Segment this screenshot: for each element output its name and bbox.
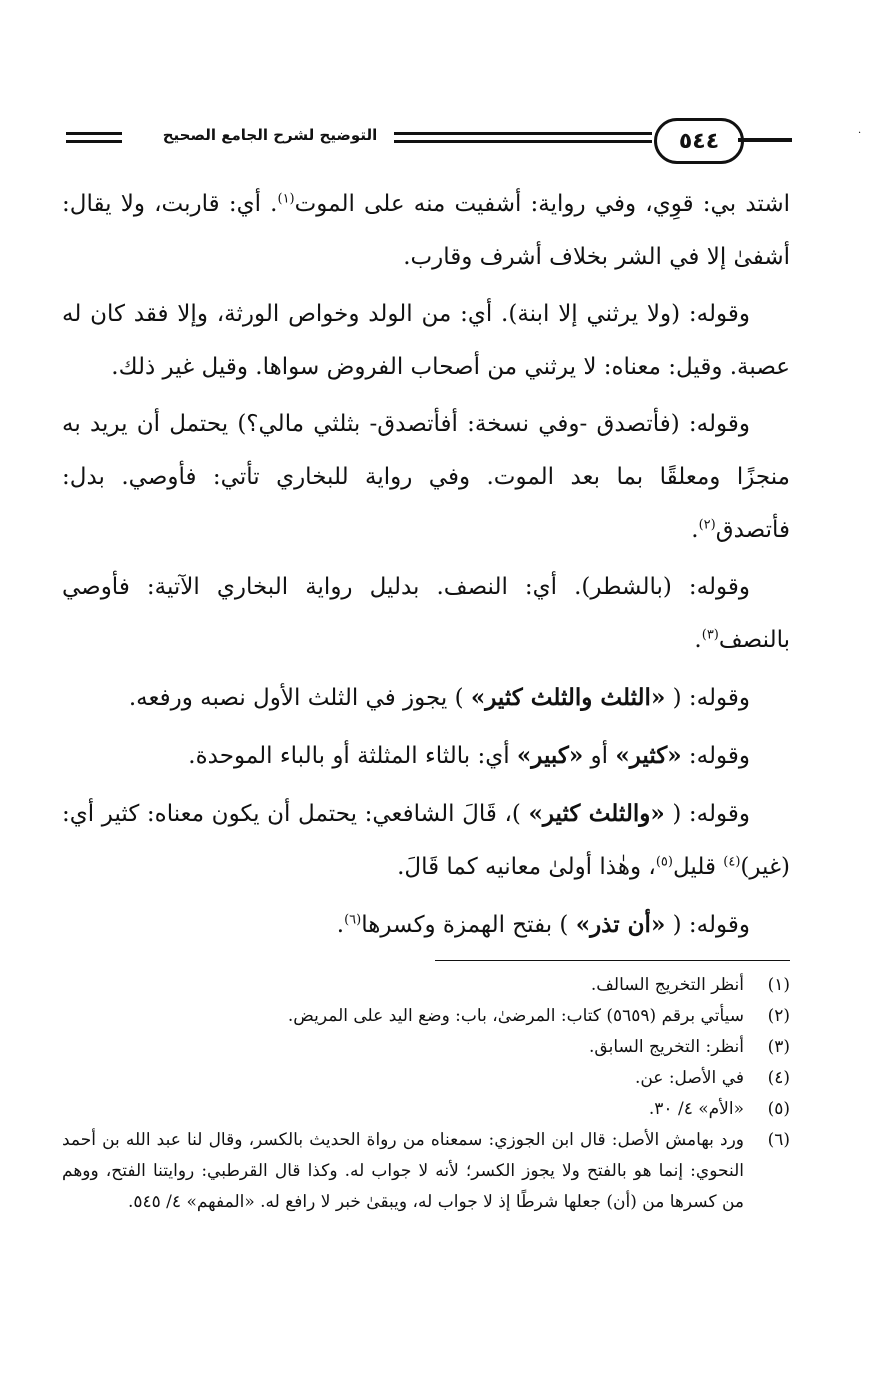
text-run: )، قَالَ الشافعي: يحتمل أن يكون معناه: كثير أي: (غير) — [62, 801, 790, 880]
footnote-ref: (٢) — [698, 517, 716, 533]
margin-dot: · — [858, 128, 862, 139]
text-run: . — [336, 912, 345, 938]
footnote — [62, 1094, 790, 1125]
paragraph: وقوله: (ولا يرثني إلا ابنة). أي: من الولد وخواص الورثة، وإلا فقد كان له عصبة. وقيل: معناه: لا يرثني من أصحاب الفروض سواها. وقيل غير ذلك. — [62, 301, 790, 380]
text-run: وقوله: — [681, 743, 750, 769]
text-run: ) بفتح الهمزة وكسرها — [361, 912, 576, 938]
footnote-number: (٥) — [767, 1099, 790, 1119]
footnote-text: ورد بهامش الأصل: قال ابن الجوزي: سمعناه من رواة الحديث بالكسر، وقال لنا عبد الله بن أحمد النحوي: إنما هو بالفتح ولا يجوز الكسر؛ لأنه لا جواب له. وكذا قال القرطبي: روايتنا الفتح، ووهم من كسرها من (أن) جعلها شرطًا إذ لا جواب له، ويبقىٰ خبر لا رافع له. «المفهم» ٤/ ٥٤٥. — [62, 1130, 744, 1212]
footnote-number: (١) — [767, 975, 790, 995]
badge-tail-rule — [738, 138, 792, 142]
footnotes — [62, 970, 790, 1218]
footnote-text: «الأم» ٤/ ٣٠. — [648, 1099, 744, 1119]
footnote-ref: (٣) — [701, 627, 719, 643]
running-title: التوضيح لشرح الجامع الصحيح — [162, 126, 378, 144]
text-run: ) يجوز في الثلث الأول نصبه ورفعه. — [128, 685, 471, 711]
footnote — [62, 1125, 790, 1218]
footnote-number: (٣) — [767, 1037, 790, 1057]
footnote — [62, 970, 790, 1001]
footnote-text: في الأصل: عن. — [634, 1068, 744, 1088]
footnote-text: أنظر التخريج السالف. — [590, 975, 744, 995]
paragraph — [62, 787, 790, 894]
text-run: أو — [583, 743, 616, 769]
footnote-ref: (١) — [277, 191, 295, 207]
paragraph — [62, 561, 790, 667]
running-header — [66, 118, 790, 166]
footnote-text: سيأتي برقم (٥٦٥٩) كتاب: المرضىٰ، باب: وضع اليد على المريض. — [287, 1006, 744, 1026]
footnote-number: (٢) — [767, 1006, 790, 1026]
quoted-hadith: «الثلث والثلث كثير» — [470, 684, 666, 711]
footnote — [62, 1032, 790, 1063]
text-run: وقوله: ( — [665, 685, 750, 711]
text-run: أي: بالثاء المثلثة أو بالباء الموحدة. — [188, 743, 517, 769]
quoted-hadith: «أن تذر» — [575, 911, 666, 938]
text-run: وقوله: ( — [664, 801, 750, 827]
text-run: . أي: قاربت، ولا يقال: أشفىٰ إلا في الشر بخلاف أشرف وقارب. — [62, 191, 790, 270]
footnote-ref: (٥) — [655, 854, 673, 870]
footnote-ref: (٤) — [723, 854, 741, 870]
text-run: ، وهٰذا أولىٰ معانيه كما قَالَ. — [397, 854, 656, 880]
text-run: وقوله: (فأتصدق -وفي نسخة: أفأتصدق- بثلثي مالي؟) يحتمل أن يريد به منجزًا ومعلقًا بما بعد الموت. وفي رواية للبخاري تأتي: فأوصي. بدل: فأتصدق — [62, 411, 790, 543]
text-run: اشتد بي: قوِي، وفي رواية: أشفيت منه على الموت — [294, 191, 790, 217]
footnote-number: (٤) — [767, 1068, 790, 1088]
quoted-word: «كثير» — [615, 742, 682, 769]
main-text — [62, 178, 790, 956]
text-run: قليل — [672, 854, 724, 880]
footnote-separator — [435, 960, 790, 961]
text-run: وقوله: ( — [665, 912, 750, 938]
footnote-ref: (٦) — [344, 912, 362, 928]
footnote — [62, 1063, 790, 1094]
quoted-hadith: «والثلث كثير» — [528, 800, 665, 827]
quoted-word: «كبير» — [516, 742, 584, 769]
footnote — [62, 1001, 790, 1032]
paragraph — [62, 671, 790, 725]
paragraph — [62, 898, 790, 952]
paragraph — [62, 729, 790, 783]
paragraph — [62, 398, 790, 557]
text-run: . — [694, 627, 702, 653]
text-run: وقوله: (بالشطر). أي: النصف. بدليل رواية البخاري الآتية: فأوصي بالنصف — [62, 574, 790, 653]
page-number: ٥٤٤ — [678, 128, 720, 154]
text-run: . — [691, 517, 699, 543]
footnote-number: (٦) — [767, 1130, 790, 1150]
paragraph — [62, 178, 790, 284]
header-rule-middle — [394, 132, 652, 143]
page-number-badge — [654, 118, 744, 164]
header-rule-left — [66, 132, 122, 143]
footnote-text: أنظر: التخريج السابق. — [589, 1037, 744, 1057]
